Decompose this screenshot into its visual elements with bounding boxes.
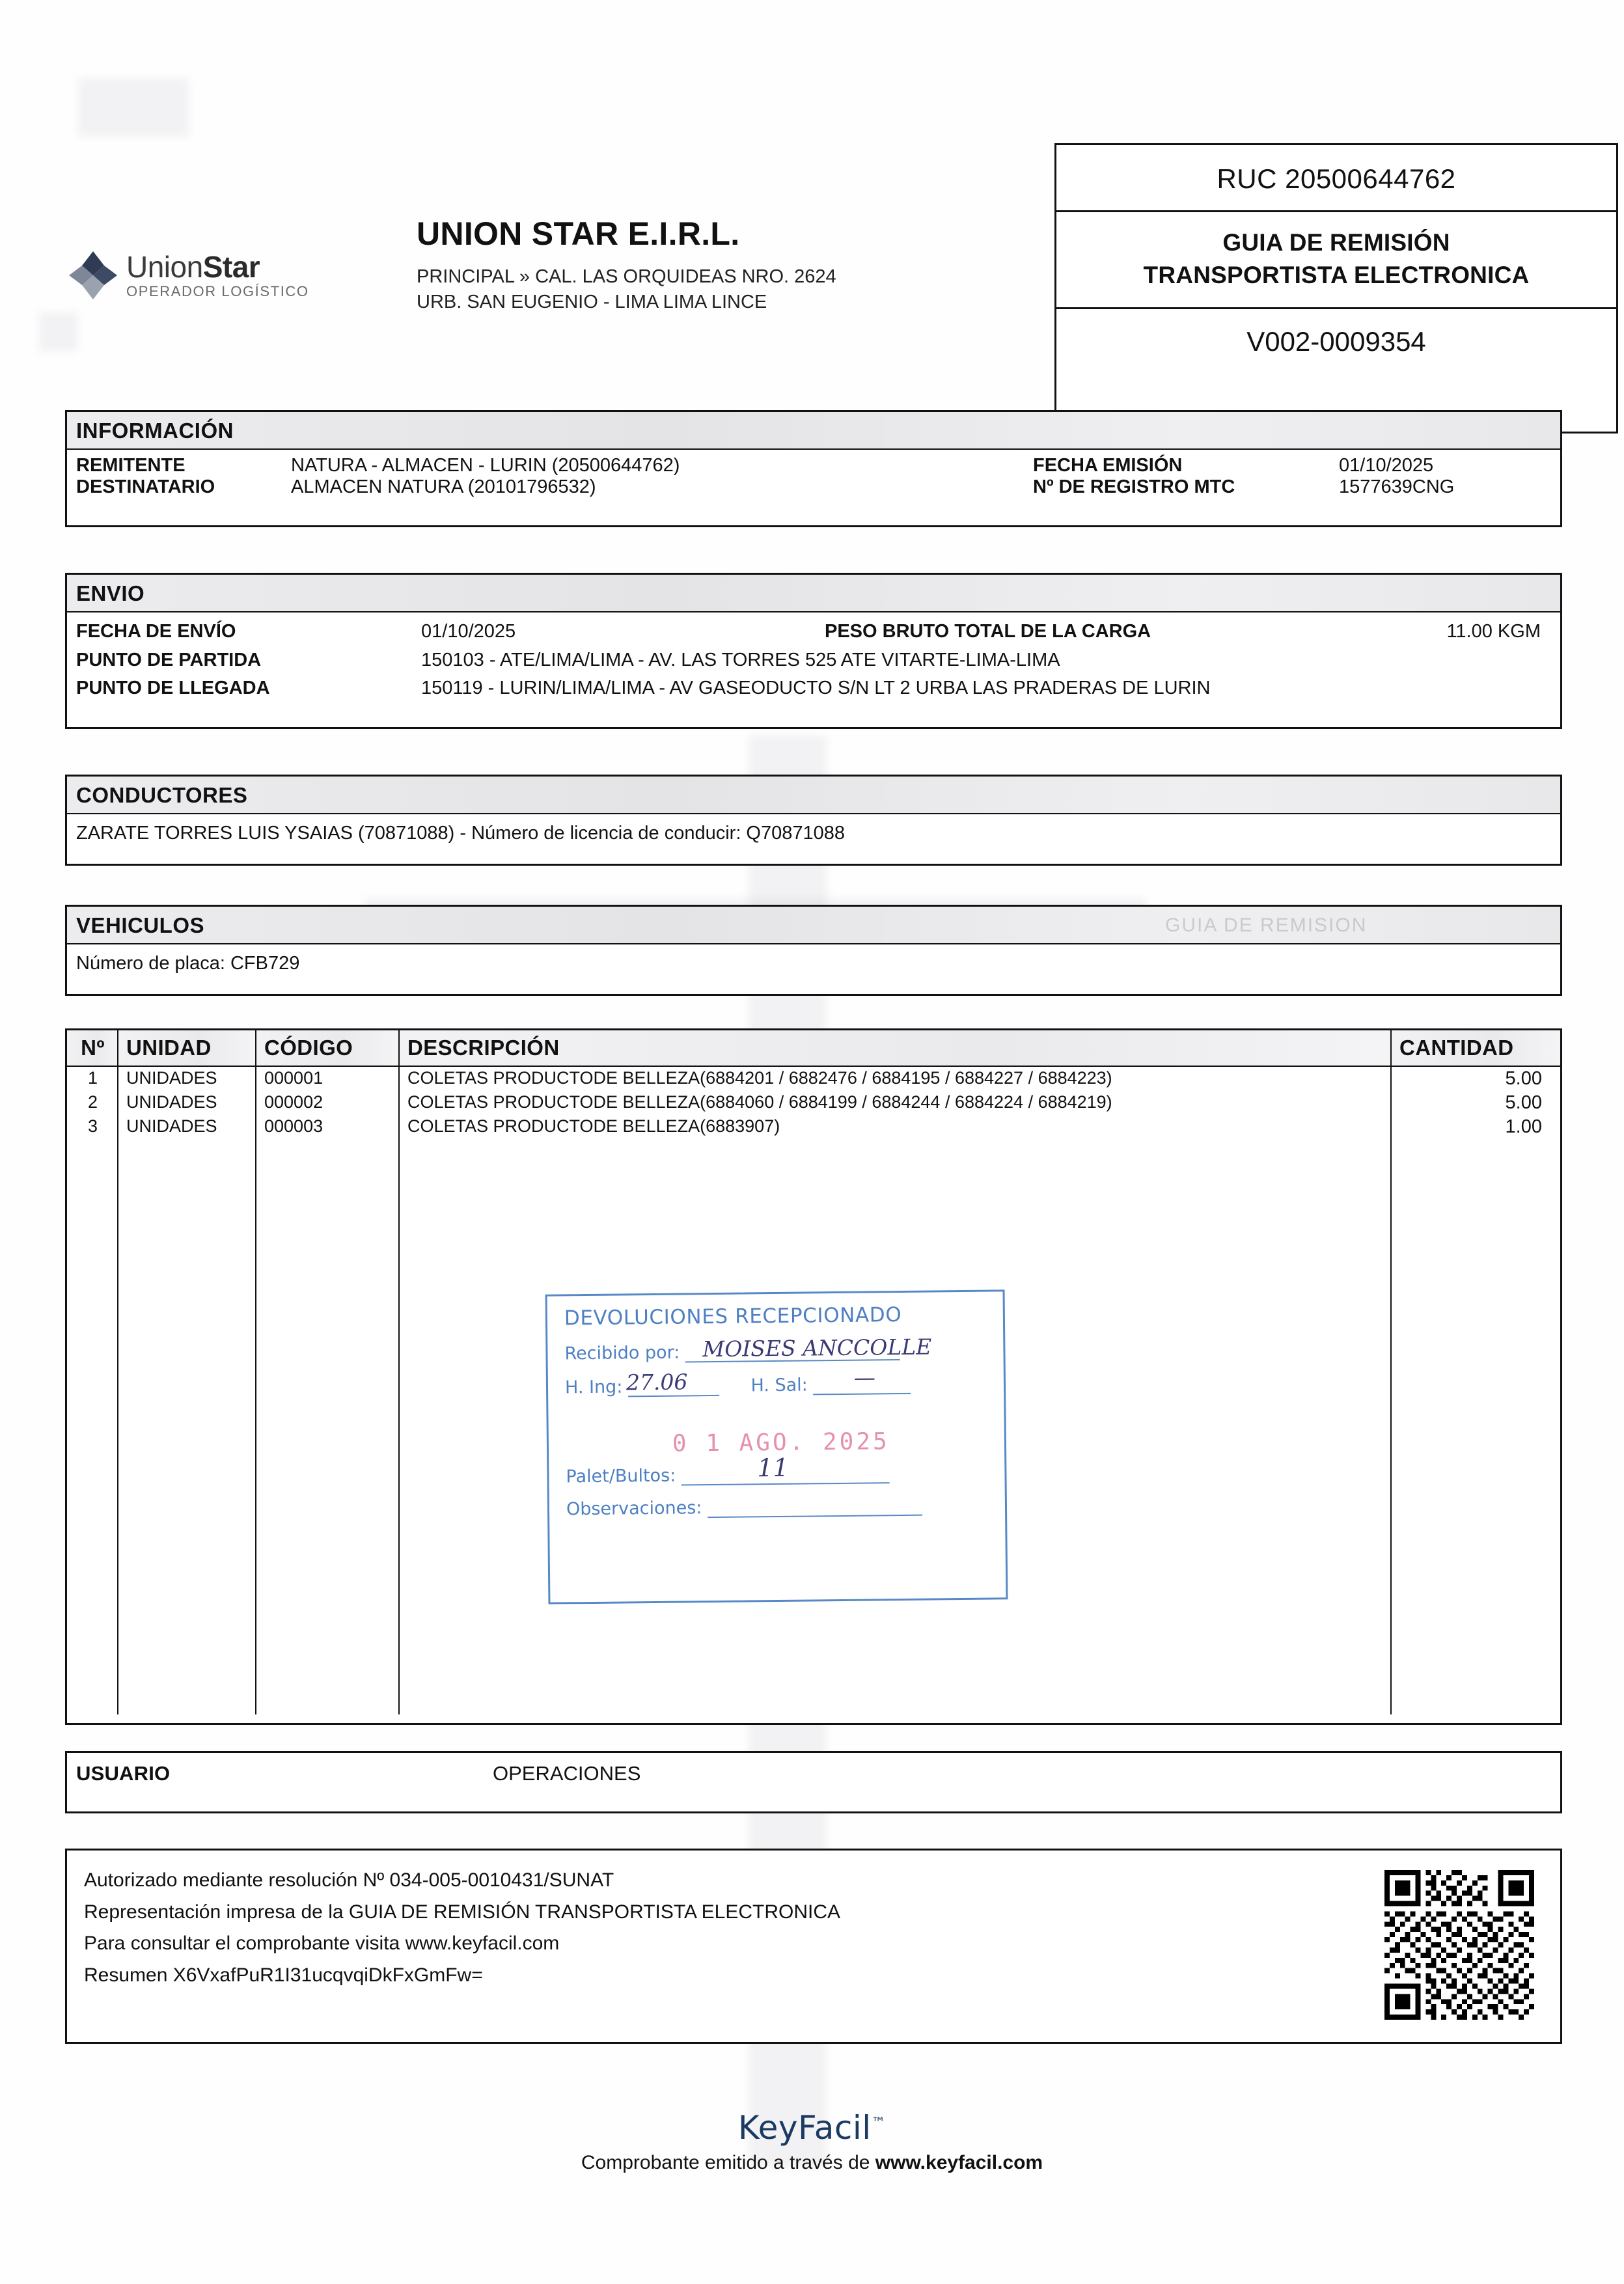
cell-unidad: UNIDADES [118,1066,256,1091]
document-header [65,65,1562,357]
stamp-observaciones-label: Observaciones: [566,1498,702,1520]
brand-footer [0,2109,1624,2174]
punto-partida-label: PUNTO DE PARTIDA [76,649,262,670]
header-cantidad: CANTIDAD [1391,1030,1560,1066]
conductor-value: ZARATE TORRES LUIS YSAIAS (70871088) - Número de licencia de conducir: Q70871088 [76,823,846,844]
punto-llegada-value: 150119 - LURIN/LIMA/LIMA - AV GASEODUCTO S/N LT 2 URBA LAS PRADERAS DE LURIN [421,678,1211,698]
company-logo [65,247,338,303]
header-unidad: UNIDAD [118,1030,256,1066]
registro-mtc-label: Nº DE REGISTRO MTC [1033,476,1235,497]
section-informacion-title: INFORMACIÓN [67,412,1560,450]
section-usuario [65,1751,1562,1813]
brand-trademark: ™ [871,2115,887,2132]
cell-codigo: 000003 [256,1115,399,1139]
logo-wordmark [126,252,309,282]
cell-codigo: 000002 [256,1091,399,1115]
footer-line-4: Resumen X6VxafPuR1I31ucqvqiDkFxGmFw= [84,1964,483,1986]
stamp-recibido-value: MOISES ANCCOLLE [702,1334,932,1362]
remitente-value: NATURA - ALMACEN - LURIN (20500644762) [291,455,680,476]
company-info [417,215,1067,315]
peso-bruto-label: PESO BRUTO TOTAL DE LA CARGA [825,621,1151,642]
document-type-line-1: GUIA DE REMISIÓN [1222,229,1450,256]
stamp-observaciones-row [549,1494,1005,1519]
cell-descripcion: COLETAS PRODUCTODE BELLEZA(6883907) [399,1115,1391,1139]
section-vehiculos [65,905,1562,996]
ruc-number: RUC 20500644762 [1217,163,1456,194]
document-type-line-2: TRANSPORTISTA ELECTRONICA [1143,261,1530,288]
table-row [67,1066,1560,1091]
section-envio-title: ENVIO [67,575,1560,612]
usuario-value: OPERACIONES [493,1762,641,1785]
header-codigo: CÓDIGO [256,1030,399,1066]
stamp-hsal-label: H. Sal: [750,1375,808,1396]
stamp-hours-row [548,1364,1004,1398]
company-name: UNION STAR E.I.R.L. [417,215,740,252]
stamp-hing-value: 27.06 [626,1369,688,1396]
section-conductores [65,775,1562,866]
cell-descripcion: COLETAS PRODUCTODE BELLEZA(6884201 / 6882476 / 6884195 / 6884227 / 6884223) [399,1066,1391,1091]
vehiculo-placa-value: Número de placa: CFB729 [76,953,300,974]
brand-subtext [0,2152,1624,2174]
registro-mtc-value: 1577639CNG [1339,476,1455,497]
cell-unidad: UNIDADES [118,1115,256,1139]
fecha-envio-label: FECHA DE ENVÍO [76,621,236,642]
logo-word-union: Union [126,250,203,284]
logo-word-star: Star [202,250,260,284]
stamp-hing-label: H. Ing: [564,1377,623,1398]
reception-stamp [545,1289,1008,1604]
brand-sub-prefix: Comprobante emitido a través de [581,2152,875,2173]
cell-descripcion: COLETAS PRODUCTODE BELLEZA(6884060 / 6884199 / 6884244 / 6884224 / 6884219) [399,1091,1391,1115]
company-address-line-2: URB. SAN EUGENIO - LIMA LIMA LINCE [417,292,767,313]
section-conductores-title: CONDUCTORES [67,777,1560,814]
document-identity-box [1054,143,1618,433]
cell-cantidad: 5.00 [1505,1092,1542,1113]
qr-code-icon[interactable] [1384,1870,1534,2020]
legal-footer-box [65,1849,1562,2044]
logo-tagline: OPERADOR LOGÍSTICO [126,283,309,299]
footer-line-2: Representación impresa de la GUIA DE REMISIÓN TRANSPORTISTA ELECTRONICA [84,1901,841,1923]
section-envio [65,573,1562,729]
section-informacion [65,410,1562,527]
cell-cantidad: 5.00 [1505,1068,1542,1089]
stamp-palet-row [549,1453,1004,1487]
cell-unidad: UNIDADES [118,1091,256,1115]
company-address-line-1: PRINCIPAL » CAL. LAS ORQUIDEAS NRO. 2624 [417,266,836,287]
stamp-palet-label: Palet/Bultos: [566,1465,676,1487]
cell-no: 1 [67,1066,118,1091]
cell-no: 2 [67,1091,118,1115]
cell-cantidad: 1.00 [1505,1116,1542,1137]
remitente-label: REMITENTE [76,455,186,476]
brand-sub-link[interactable]: www.keyfacil.com [875,2152,1043,2173]
brand-name [0,2109,1624,2147]
stamp-date: 0 1 AGO. 2025 [672,1428,890,1457]
header-descripcion: DESCRIPCIÓN [399,1030,1391,1066]
brand-name-text: KeyFacil [737,2109,872,2147]
stamp-hsal-value: — [853,1364,876,1390]
stamp-palet-value: 11 [757,1453,789,1483]
section-vehiculos-title: VEHICULOS [67,907,1560,944]
fecha-emision-label: FECHA EMISIÓN [1033,455,1183,476]
punto-partida-value: 150103 - ATE/LIMA/LIMA - AV. LAS TORRES 525 ATE VITARTE-LIMA-LIMA [421,649,1060,670]
stamp-title: DEVOLUCIONES RECEPCIONADO [564,1302,902,1330]
fecha-envio-value: 01/10/2025 [421,621,516,642]
header-no: Nº [67,1030,118,1066]
scan-ghost-text: GUIA DE REMISION [1165,915,1368,936]
destinatario-label: DESTINATARIO [76,476,215,497]
footer-line-1: Autorizado mediante resolución Nº 034-005-0010431/SUNAT [84,1869,614,1891]
fecha-emision-value: 01/10/2025 [1339,455,1434,476]
table-row [67,1091,1560,1115]
document-serial-number: V002-0009354 [1246,325,1426,357]
usuario-label: USUARIO [76,1762,171,1785]
cell-no: 3 [67,1115,118,1139]
footer-line-3: Para consultar el comprobante visita www.keyfacil.com [84,1933,560,1955]
unionstar-logo-icon [65,247,121,303]
punto-llegada-label: PUNTO DE LLEGADA [76,678,270,698]
stamp-recibido-label: Recibido por: [564,1342,680,1364]
cell-codigo: 000001 [256,1066,399,1091]
table-row [67,1115,1560,1139]
table-header-row [67,1030,1560,1066]
destinatario-value: ALMACEN NATURA (20101796532) [291,476,596,497]
peso-bruto-value: 11.00 KGM [1446,621,1541,642]
stamp-recibido-row [547,1334,1003,1364]
